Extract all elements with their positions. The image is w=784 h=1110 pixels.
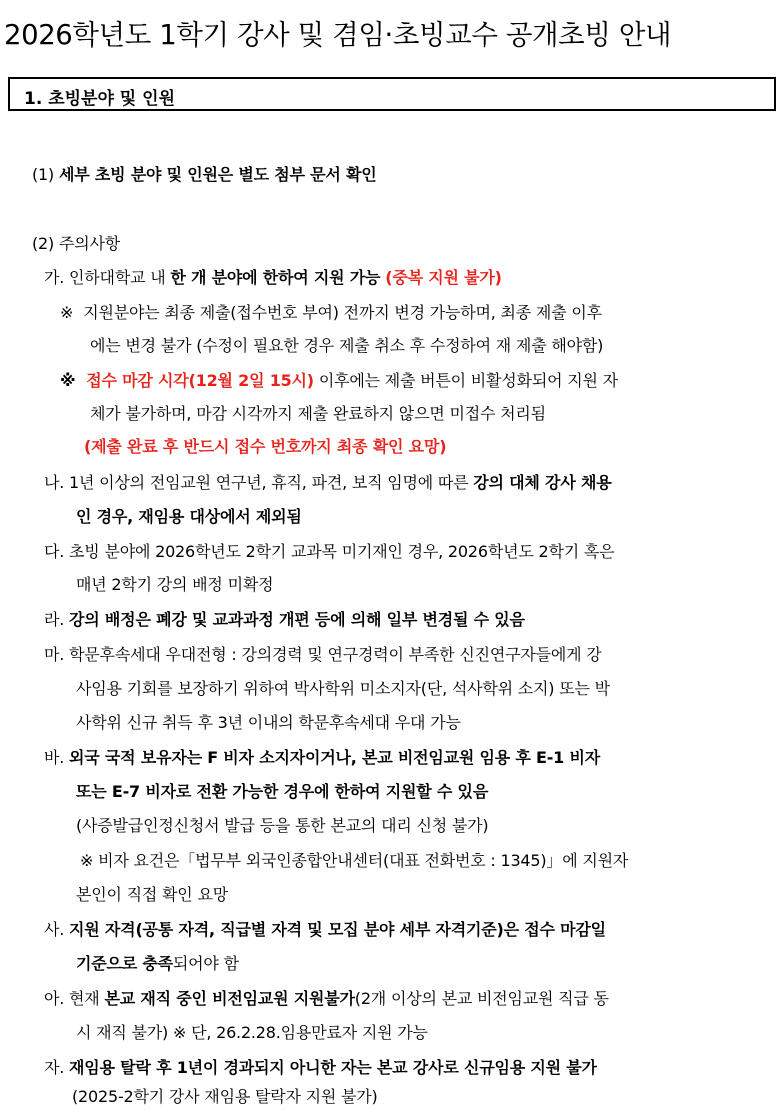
- clause-sa-line-2-bold: 기준으로 충족: [76, 954, 173, 973]
- section-heading: 1. 초빙분야 및 인원: [24, 89, 175, 109]
- reference-mark: ※: [60, 371, 76, 390]
- clause-na-text: 1년 이상의 전임교원 연구년, 휴직, 파견, 보직 임명에 따른: [69, 473, 469, 492]
- clause-da-line-1: 초빙 분야에 2026학년도 2학기 교과목 미기재인 경우, 2026학년도 2학기 혹은: [69, 542, 615, 561]
- clause-ja-line-2: (2025-2학기 강사 재임용 탈락자 지원 불가): [72, 1087, 378, 1106]
- clause-ja-line-1: 재임용 탈락 후 1년이 경과되지 아니한 자는 본교 강사로 신규임용 지원 불가: [69, 1058, 597, 1077]
- clause-da-line-2: 매년 2학기 강의 배정 미확정: [76, 575, 274, 594]
- item-1-text: 세부 초빙 분야 및 인원은 별도 첨부 문서 확인: [58, 165, 377, 184]
- clause-ga-text-1: 인하대학교 내: [69, 268, 166, 287]
- item-1: [32, 165, 377, 185]
- clause-ga-note-2-red: 접수 마감 시각(12월 2일 15시): [86, 371, 314, 390]
- clause-ga-note-1-line-1: 지원분야는 최종 제출(접수번호 부여) 전까지 변경 가능하며, 최종 제출 이후: [83, 303, 602, 322]
- clause-ra-text: 강의 배정은 폐강 및 교과과정 개편 등에 의해 일부 변경될 수 있음: [69, 610, 525, 629]
- clause-marker: 자.: [44, 1058, 65, 1077]
- clause-marker: 마.: [44, 645, 65, 664]
- clause-ga-text-3: (중복 지원 불가): [385, 268, 502, 287]
- clause-marker: 다.: [44, 542, 65, 561]
- clause-ma: [44, 645, 602, 665]
- reference-mark: ※: [60, 303, 74, 322]
- clause-marker: 가.: [44, 268, 65, 287]
- reference-mark: ※: [80, 851, 94, 870]
- clause-ba-note-line-1: 비자 요건은「법무부 외국인종합안내센터(대표 전화번호 : 1345)」에 지원자: [98, 851, 629, 870]
- clause-a-pre: 현재: [69, 989, 100, 1008]
- clause-ra: [44, 610, 525, 630]
- clause-na: [44, 473, 611, 493]
- clause-marker: 아.: [44, 989, 65, 1008]
- item-2-prefix: (2): [32, 234, 55, 253]
- clause-ga-note-1-line-2: 에는 변경 불가 (수정이 필요한 경우 제출 취소 후 수정하여 재 제출 해야함): [90, 336, 604, 355]
- clause-ga-text-2: 한 개 분야에 한하여 지원 가능: [170, 268, 381, 287]
- clause-sa-line-2-rest: 되어야 함: [172, 954, 239, 973]
- clause-a-bold: 본교 재직 중인 비전임교원 지원불가: [104, 989, 355, 1008]
- clause-na-line-2: 인 경우, 재임용 대상에서 제외됨: [76, 507, 302, 526]
- item-1-prefix: (1): [32, 165, 55, 184]
- clause-ga-note-2-line-3: (제출 완료 후 반드시 접수 번호까지 최종 확인 요망): [84, 437, 447, 456]
- clause-ba-note: [80, 851, 628, 871]
- clause-ga-note-2-rest: 이후에는 제출 버튼이 비활성화되어 지원 자: [318, 371, 618, 390]
- page-title: 2026학년도 1학기 강사 및 겸임·초빙교수 공개초빙 안내: [4, 19, 672, 51]
- clause-ja: [44, 1058, 597, 1078]
- clause-ma-line-1: 학문후속세대 우대전형 : 강의경력 및 연구경력이 부족한 신진연구자들에게 강: [69, 645, 602, 664]
- clause-marker: 라.: [44, 610, 65, 629]
- section-heading-box: [8, 77, 776, 111]
- clause-ba-note-line-2: 본인이 직접 확인 요망: [76, 885, 228, 904]
- clause-na-bold: 강의 대체 강사 채용: [473, 473, 612, 492]
- clause-ba-line-1: 외국 국적 보유자는 F 비자 소지자이거나, 본교 비전임교원 임용 후 E-1 비자: [69, 748, 601, 767]
- item-2: [32, 234, 120, 254]
- clause-ga-note-2: [60, 371, 618, 391]
- item-2-text: 주의사항: [58, 234, 120, 253]
- clause-ga: [44, 268, 502, 288]
- clause-ma-line-2: 사임용 기회를 보장하기 위하여 박사학위 미소지자(단, 석사학위 소지) 또는 박: [76, 679, 610, 698]
- clause-a-line-2: 시 재직 불가) ※ 단, 26.2.28.임용만료자 지원 가능: [76, 1023, 428, 1042]
- clause-ba-line-3: (사증발급인정신청서 발급 등을 통한 본교의 대리 신청 불가): [76, 816, 489, 835]
- clause-ba: [44, 748, 600, 768]
- clause-ma-line-3: 사학위 신규 취득 후 3년 이내의 학문후속세대 우대 가능: [76, 713, 461, 732]
- clause-a: [44, 989, 609, 1009]
- clause-a-rest: (2개 이상의 본교 비전임교원 직급 동: [354, 989, 609, 1008]
- clause-sa-line-1: 지원 자격(공통 자격, 직급별 자격 및 모집 분야 세부 자격기준)은 접수 마감일: [69, 920, 606, 939]
- clause-marker: 사.: [44, 920, 65, 939]
- clause-marker: 바.: [44, 748, 65, 767]
- clause-marker: 나.: [44, 473, 65, 492]
- clause-sa: [44, 920, 606, 940]
- clause-sa-line-2: [76, 954, 239, 974]
- clause-ga-note-2-line-2: 체가 불가하며, 마감 시각까지 제출 완료하지 않으면 미접수 처리됨: [90, 404, 546, 423]
- clause-ga-note-1: [60, 303, 776, 323]
- clause-da: [44, 542, 614, 562]
- clause-ba-line-2: 또는 E-7 비자로 전환 가능한 경우에 한하여 지원할 수 있음: [76, 782, 489, 801]
